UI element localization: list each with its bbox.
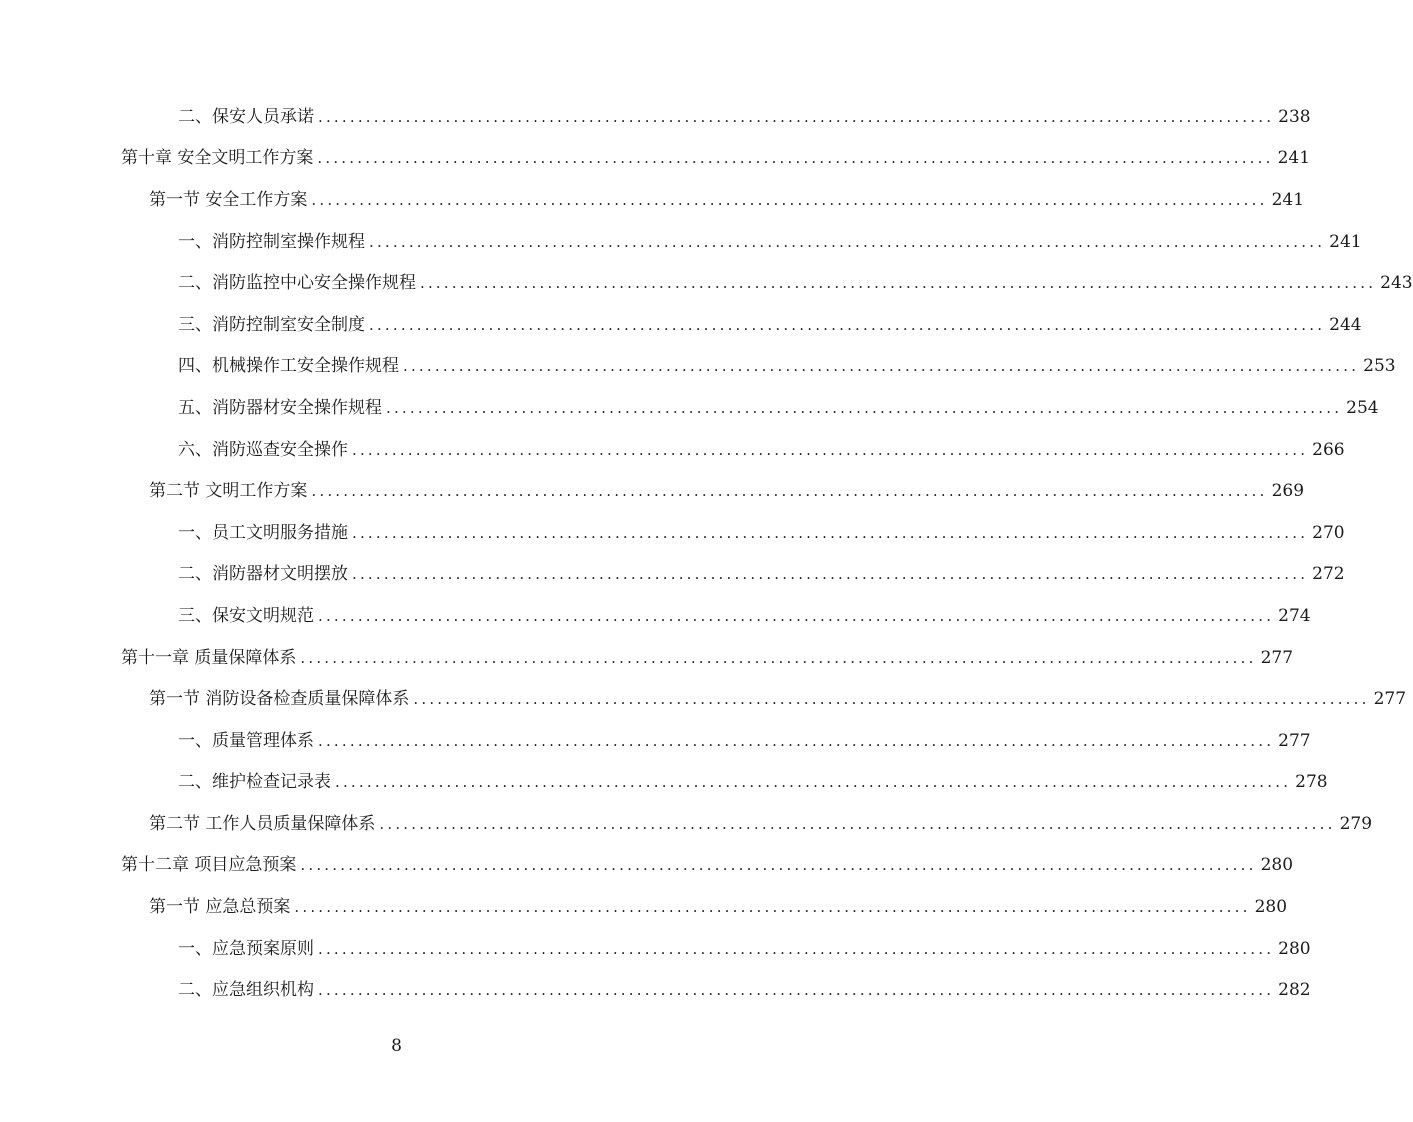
toc-entry-page: 272 xyxy=(1312,564,1345,585)
toc-dot-leader: ........................................................................................................................ xyxy=(335,773,1292,792)
toc-entry-page: 238 xyxy=(1278,106,1311,127)
toc-entry-title: 二、消防器材文明摆放 xyxy=(178,564,348,585)
toc-entry-page: 266 xyxy=(1312,439,1345,460)
toc-dot-leader: ........................................................................................................................ xyxy=(318,107,1275,126)
toc-dot-leader: ........................................................................................................................ xyxy=(300,856,1257,875)
toc-entry-title: 第一节 消防设备检查质量保障体系 xyxy=(149,689,410,710)
toc-entry-title: 二、应急组织机构 xyxy=(178,980,314,1001)
toc-dot-leader: ........................................................................................................................ xyxy=(311,190,1268,209)
toc-entry[interactable] xyxy=(0,470,1305,512)
toc-entry-page: 277 xyxy=(1260,647,1294,668)
toc-entry-title: 第二节 工作人员质量保障体系 xyxy=(149,813,376,834)
toc-entry-title: 一、员工文明服务措施 xyxy=(178,522,348,543)
toc-entry[interactable] xyxy=(0,554,1345,596)
toc-dot-leader: ........................................................................................................................ xyxy=(369,232,1326,251)
toc-dot-leader: ........................................................................................................................ xyxy=(369,315,1326,334)
toc-entry-page: 277 xyxy=(1278,730,1311,751)
toc-dot-leader: ........................................................................................................................ xyxy=(300,648,1257,667)
toc-entry-title: 一、消防控制室操作规程 xyxy=(178,231,365,252)
toc-entry-title: 一、应急预案原则 xyxy=(178,938,314,959)
toc-entry-page: 277 xyxy=(1373,689,1407,710)
toc-entry-page: 274 xyxy=(1278,605,1311,626)
toc-dot-leader: ........................................................................................................................ xyxy=(318,731,1275,750)
toc-entry-title: 六、消防巡查安全操作 xyxy=(178,439,348,460)
toc-dot-leader: ........................................................................................................................ xyxy=(318,981,1275,1000)
toc-entry[interactable] xyxy=(0,928,1311,970)
toc-entry[interactable] xyxy=(0,221,1362,263)
page-number: 8 xyxy=(391,1036,402,1056)
toc-entry-title: 第十二章 项目应急预案 xyxy=(121,855,297,876)
toc-dot-leader: ........................................................................................................................ xyxy=(352,565,1309,584)
toc-entry[interactable] xyxy=(0,845,1294,887)
toc-dot-leader: ........................................................................................................................ xyxy=(352,440,1309,459)
toc-entry[interactable] xyxy=(0,346,1396,388)
toc-entry[interactable] xyxy=(0,387,1379,429)
toc-entry-title: 二、消防监控中心安全操作规程 xyxy=(178,273,416,294)
toc-entry-page: 270 xyxy=(1312,522,1345,543)
toc-dot-leader: ........................................................................................................................ xyxy=(294,898,1251,917)
toc-entry[interactable] xyxy=(0,179,1305,221)
toc-entry[interactable] xyxy=(0,678,1407,720)
toc-entry-page: 244 xyxy=(1329,314,1362,335)
toc-entry-page: 279 xyxy=(1339,813,1373,834)
toc-entry[interactable] xyxy=(0,304,1362,346)
toc-entry[interactable] xyxy=(0,637,1294,679)
toc-entry-page: 243 xyxy=(1380,273,1413,294)
toc-entry-title: 二、维护检查记录表 xyxy=(178,772,331,793)
table-of-contents xyxy=(0,96,1413,1011)
toc-entry-page: 241 xyxy=(1271,189,1305,210)
toc-entry[interactable] xyxy=(0,138,1311,180)
toc-entry-page: 282 xyxy=(1278,980,1311,1001)
toc-entry-title: 第十章 安全文明工作方案 xyxy=(121,148,314,169)
toc-entry-page: 280 xyxy=(1254,897,1288,918)
toc-dot-leader: ........................................................................................................................ xyxy=(403,357,1360,376)
toc-dot-leader: ........................................................................................................................ xyxy=(352,523,1309,542)
toc-entry[interactable] xyxy=(0,96,1311,138)
toc-entry-page: 241 xyxy=(1329,231,1362,252)
toc-dot-leader: ........................................................................................................................ xyxy=(311,482,1268,501)
toc-entry-title: 一、质量管理体系 xyxy=(178,730,314,751)
toc-entry-title: 五、消防器材安全操作规程 xyxy=(178,397,382,418)
toc-entry[interactable] xyxy=(0,429,1345,471)
toc-entry-page: 254 xyxy=(1346,397,1379,418)
toc-dot-leader: ........................................................................................................................ xyxy=(379,814,1336,833)
toc-entry[interactable] xyxy=(0,595,1311,637)
toc-entry-page: 278 xyxy=(1295,772,1328,793)
toc-entry[interactable] xyxy=(0,720,1311,762)
toc-entry[interactable] xyxy=(0,262,1413,304)
toc-entry-title: 三、保安文明规范 xyxy=(178,605,314,626)
toc-entry-page: 280 xyxy=(1260,855,1294,876)
toc-entry-page: 280 xyxy=(1278,938,1311,959)
toc-dot-leader: ........................................................................................................................ xyxy=(386,398,1343,417)
toc-entry-title: 第一节 安全工作方案 xyxy=(149,189,308,210)
toc-entry[interactable] xyxy=(0,886,1288,928)
toc-entry[interactable] xyxy=(0,803,1373,845)
toc-entry-title: 四、机械操作工安全操作规程 xyxy=(178,356,399,377)
toc-entry-title: 第一节 应急总预案 xyxy=(149,897,291,918)
toc-entry-page: 253 xyxy=(1363,356,1396,377)
toc-dot-leader: ........................................................................................................................ xyxy=(318,939,1275,958)
toc-entry-page: 241 xyxy=(1277,148,1311,169)
toc-entry[interactable] xyxy=(0,762,1328,804)
toc-dot-leader: ........................................................................................................................ xyxy=(318,606,1275,625)
toc-entry-title: 二、保安人员承诺 xyxy=(178,106,314,127)
toc-entry[interactable] xyxy=(0,512,1345,554)
toc-entry[interactable] xyxy=(0,969,1311,1011)
toc-entry-title: 第十一章 质量保障体系 xyxy=(121,647,297,668)
toc-dot-leader: ........................................................................................................................ xyxy=(413,690,1370,709)
toc-dot-leader: ........................................................................................................................ xyxy=(420,274,1377,293)
toc-dot-leader: ........................................................................................................................ xyxy=(317,149,1274,168)
toc-entry-title: 第二节 文明工作方案 xyxy=(149,481,308,502)
toc-entry-title: 三、消防控制室安全制度 xyxy=(178,314,365,335)
toc-entry-page: 269 xyxy=(1271,481,1305,502)
